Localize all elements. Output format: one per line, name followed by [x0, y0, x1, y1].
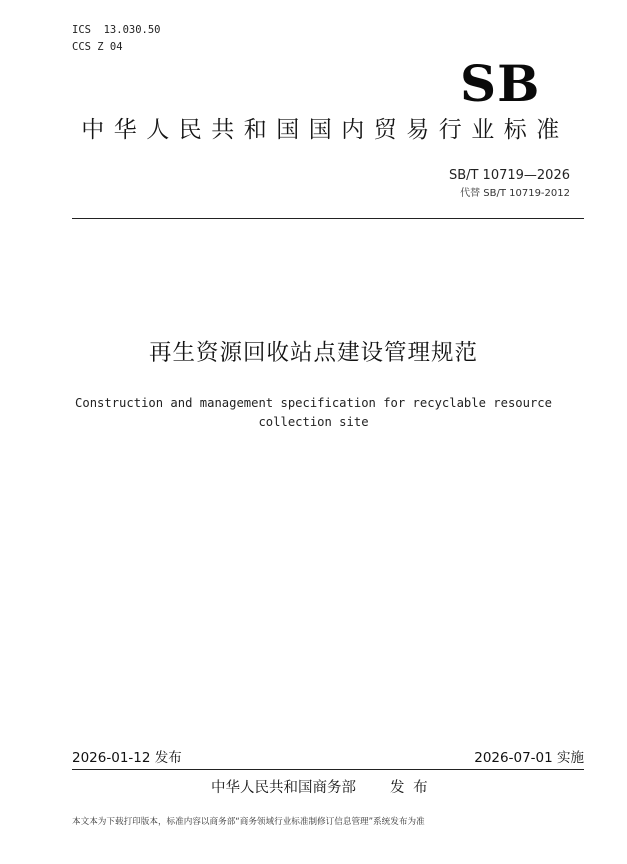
top-divider: [72, 218, 584, 219]
implementation-date: 2026-07-01 实施: [474, 750, 584, 766]
ics-code: ICS 13.030.50: [72, 24, 161, 36]
standard-number: SB/T 10719—2026: [448, 168, 570, 183]
issuing-authority: 中华人民共和国商务部: [211, 780, 356, 796]
document-title-english: Construction and management specification for recyclable resource collection site: [75, 396, 552, 429]
document-title-chinese: 再生资源回收站点建设管理规范: [148, 340, 478, 366]
sb-logo: SB: [460, 54, 541, 113]
ccs-code: CCS Z 04: [72, 41, 123, 53]
issue-date: 2026-01-12 发布: [72, 750, 182, 766]
standard-type-heading: 中华人民共和国国内贸易行业标准: [81, 117, 569, 143]
download-footnote: 本文本为下载打印版本，标准内容以商务部“商务领域行业标准制修订信息管理”系统发布为准: [72, 817, 425, 827]
classification-codes: [72, 22, 161, 56]
issue-label: 发 布: [390, 780, 430, 796]
replaced-standard: 代替 SB/T 10719-2012: [460, 188, 570, 199]
bottom-divider: [72, 769, 584, 770]
